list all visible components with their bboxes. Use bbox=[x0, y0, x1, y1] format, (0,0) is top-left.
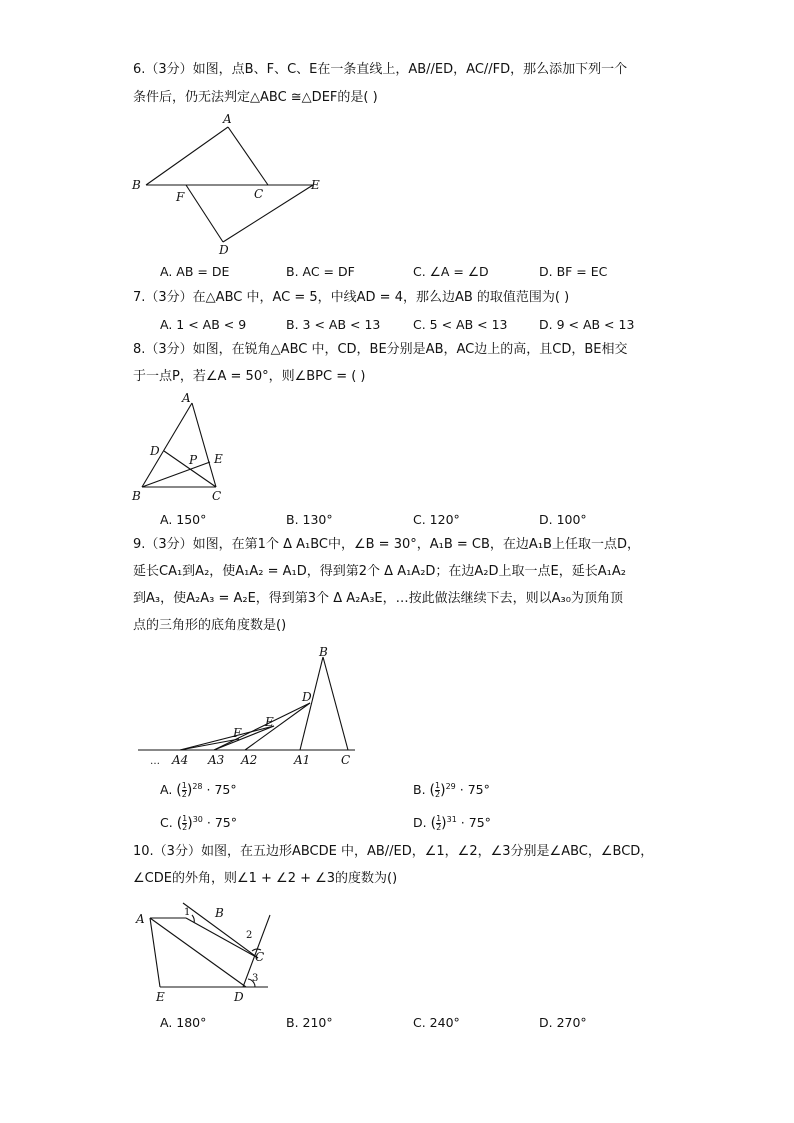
q6-label-e: E bbox=[311, 178, 320, 192]
q8-label-b: B bbox=[132, 489, 141, 503]
q6-stem-line1: 6.（3分）如图，点B、F、C、E在一条直线上，AB//ED，AC//FD，那么添加下列一个 bbox=[133, 62, 628, 77]
q9-option-d-prefix: D. bbox=[413, 815, 427, 831]
q9-option-b[interactable]: B. ( $\frac{1}{2}$ )$^{29}$ · 75° bbox=[413, 781, 490, 800]
q10-option-d[interactable]: D. 270° bbox=[539, 1015, 587, 1030]
q10-label-b: B bbox=[215, 906, 224, 920]
q9-label-dots: … bbox=[150, 756, 160, 767]
q7-option-a[interactable]: A. 1 < AB < 9 bbox=[160, 317, 247, 332]
q9-figure bbox=[130, 640, 370, 770]
q8-option-b[interactable]: B. 130° bbox=[286, 512, 333, 527]
q10-label-e: E bbox=[156, 990, 165, 1004]
q6-option-c[interactable]: C. ∠A = ∠D bbox=[413, 264, 489, 279]
q6-stem-line2: 条件后，仍无法判定△ABC ≅△DEF的是( ) bbox=[133, 90, 378, 105]
q8-option-c[interactable]: C. 120° bbox=[413, 512, 460, 527]
q9-label-c: C bbox=[341, 753, 351, 767]
q6-option-a[interactable]: A. AB = DE bbox=[160, 264, 230, 279]
q9-option-c[interactable]: C. ( $\frac{1}{2}$ )$^{30}$ · 75° bbox=[160, 814, 237, 833]
q9-option-c-suffix: · 75° bbox=[206, 815, 237, 831]
q6-label-d: D bbox=[219, 243, 229, 257]
q9-option-b-prefix: B. bbox=[413, 782, 426, 798]
q10-stem-line2: ∠CDE的外角，则∠1 + ∠2 + ∠3的度数为() bbox=[133, 871, 398, 886]
q10-angle-1: 1 bbox=[184, 907, 191, 918]
q7-option-b[interactable]: B. 3 < AB < 13 bbox=[286, 317, 381, 332]
q6-figure bbox=[128, 110, 328, 260]
q10-option-a[interactable]: A. 180° bbox=[160, 1015, 207, 1030]
q9-stem-line3: 到A₃，使A₂A₃ = A₂E，得到第3个 Δ A₂A₃E，…按此做法继续下去，则以A₃₀为顶角顶 bbox=[133, 591, 623, 606]
q8-label-a: A bbox=[182, 391, 191, 405]
q6-option-d[interactable]: D. BF = EC bbox=[539, 264, 608, 279]
q7-stem-line1: 7.（3分）在△ABC 中，AC = 5，中线AD = 4，那么边AB 的取值范围为( ) bbox=[133, 290, 570, 305]
q10-label-c: C bbox=[255, 950, 265, 964]
q9-label-d: D bbox=[302, 690, 312, 704]
q9-stem-line2: 延长CA₁到A₂，使A₁A₂ = A₁D，得到第2个 Δ A₁A₂D；在边A₂D上取一点E，延长A₁A₂ bbox=[133, 564, 626, 579]
q9-option-c-prefix: C. bbox=[160, 815, 173, 831]
q9-option-a-exponent: 28 bbox=[192, 782, 203, 791]
q7-option-c[interactable]: C. 5 < AB < 13 bbox=[413, 317, 508, 332]
q10-option-c[interactable]: C. 240° bbox=[413, 1015, 460, 1030]
q9-label-e: E bbox=[265, 715, 274, 729]
q6-label-a: A bbox=[223, 112, 232, 126]
q7-option-d[interactable]: D. 9 < AB < 13 bbox=[539, 317, 635, 332]
q10-angle-2: 2 bbox=[246, 930, 253, 941]
q9-option-a-fraction: $\frac{1}{2}$ bbox=[181, 781, 187, 800]
q9-option-d-suffix: · 75° bbox=[460, 815, 491, 831]
q6-label-f: F bbox=[176, 190, 185, 204]
q9-option-b-fraction: $\frac{1}{2}$ bbox=[435, 781, 441, 800]
q8-label-p: P bbox=[189, 453, 198, 467]
q9-stem-line1: 9.（3分）如图，在第1个 Δ A₁BC中，∠B = 30°，A₁B = CB，在边A₁B上任取一点D， bbox=[133, 537, 640, 552]
q8-label-c: C bbox=[212, 489, 222, 503]
q9-label-b: B bbox=[319, 645, 328, 659]
q8-label-e: E bbox=[214, 452, 223, 466]
q9-option-a-prefix: A. bbox=[160, 782, 173, 798]
q10-option-b[interactable]: B. 210° bbox=[286, 1015, 333, 1030]
q9-option-b-suffix: · 75° bbox=[459, 782, 490, 798]
q9-stem-line4: 点的三角形的底角度数是() bbox=[133, 618, 287, 633]
q10-label-d: D bbox=[234, 990, 244, 1004]
q6-option-b[interactable]: B. AC = DF bbox=[286, 264, 355, 279]
q8-figure bbox=[128, 388, 238, 508]
q9-option-d-fraction: $\frac{1}{2}$ bbox=[436, 814, 442, 833]
q9-option-a-suffix: · 75° bbox=[206, 782, 237, 798]
q9-label-a1: A1 bbox=[294, 753, 311, 767]
q6-label-b: B bbox=[132, 178, 141, 192]
q9-label-a2: A2 bbox=[241, 753, 258, 767]
q9-option-c-exponent: 30 bbox=[192, 815, 203, 824]
q10-figure bbox=[128, 893, 288, 1008]
q8-stem-line2: 于一点P，若∠A = 50°，则∠BPC = ( ) bbox=[133, 369, 366, 384]
q9-label-a4: A4 bbox=[172, 753, 189, 767]
q9-option-a[interactable]: A. ( $\frac{1}{2}$ )$^{28}$ · 75° bbox=[160, 781, 237, 800]
q8-label-d: D bbox=[150, 444, 160, 458]
q9-option-c-fraction: $\frac{1}{2}$ bbox=[182, 814, 188, 833]
q9-option-d[interactable]: D. ( $\frac{1}{2}$ )$^{31}$ · 75° bbox=[413, 814, 491, 833]
q6-label-c: C bbox=[254, 187, 264, 201]
q8-stem-line1: 8.（3分）如图，在锐角△ABC 中，CD，BE分别是AB，AC边上的高，且CD，BE相交 bbox=[133, 342, 628, 357]
q10-stem-line1: 10.（3分）如图，在五边形ABCDE 中，AB//ED，∠1，∠2，∠3分别是∠ABC，∠BCD， bbox=[133, 844, 654, 859]
q9-option-b-exponent: 29 bbox=[445, 782, 456, 791]
q10-label-a: A bbox=[136, 912, 145, 926]
q9-label-f: F bbox=[233, 726, 242, 740]
q9-option-d-exponent: 31 bbox=[446, 815, 457, 824]
q9-label-a3: A3 bbox=[208, 753, 225, 767]
q8-option-d[interactable]: D. 100° bbox=[539, 512, 587, 527]
q10-angle-3: 3 bbox=[252, 973, 259, 984]
q8-option-a[interactable]: A. 150° bbox=[160, 512, 207, 527]
